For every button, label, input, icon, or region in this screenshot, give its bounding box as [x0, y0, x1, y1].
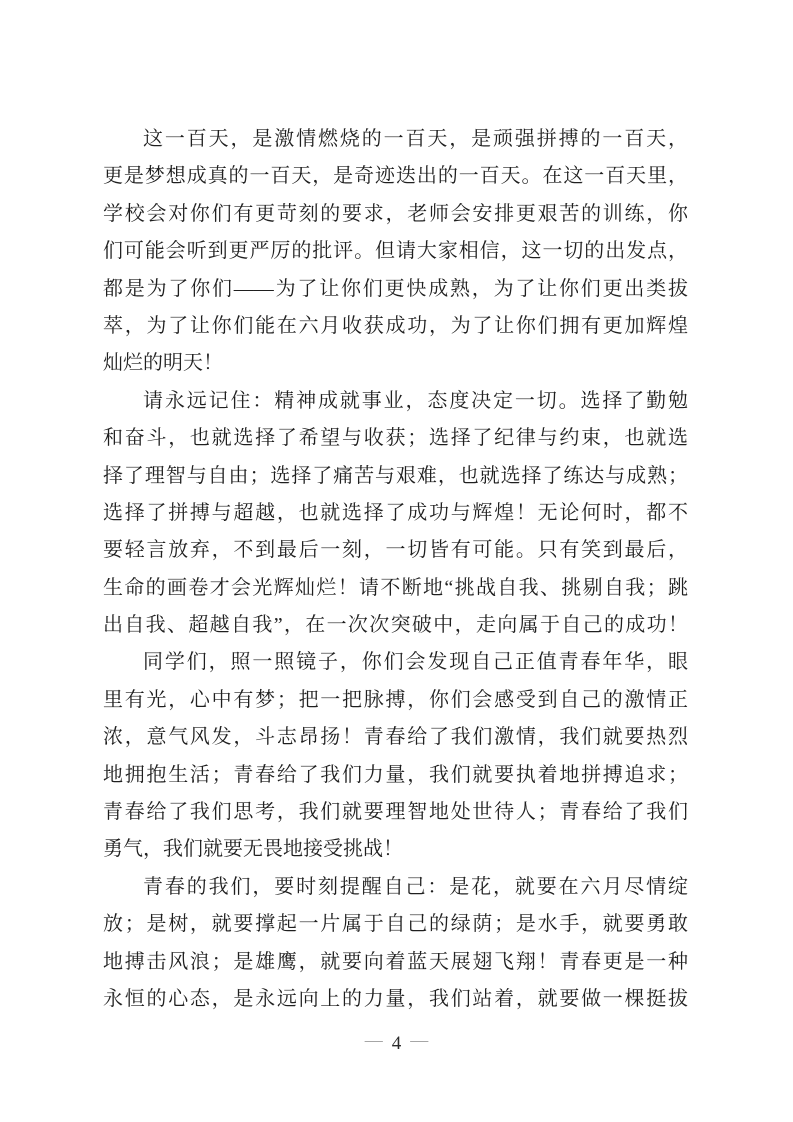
text-line: 选择了拼搏与超越，也就选择了成功与辉煌！无论何时，都不 [103, 501, 688, 524]
paragraph [103, 383, 688, 645]
text-line: 永恒的心态，是永远向上的力量，我们站着，就要做一棵挺拔 [103, 987, 688, 1010]
text-line: 更是梦想成真的一百天，是奇迹迭出的一百天。在这一百天里， [103, 165, 688, 188]
text-line: 灿烂的明天！ [103, 352, 223, 375]
text-line: 择了理智与自由；选择了痛苦与艰难，也就选择了练达与成熟； [103, 464, 688, 487]
text-line: 出自我、超越自我”，在一次次突破中，走向属于自己的成功！ [103, 614, 688, 637]
text-line: 里有光，心中有梦；把一把脉搏，你们会感受到自己的激情正 [103, 688, 688, 711]
text-line: 这一百天，是激情燃烧的一百天，是顽强拼搏的一百天， [143, 128, 688, 150]
text-line: 勇气，我们就要无畏地接受挑战！ [103, 838, 403, 861]
text-line: 要轻言放弃，不到最后一刻，一切皆有可能。只有笑到最后， [103, 539, 688, 562]
text-line: 都是为了你们——为了让你们更快成熟，为了让你们更出类拔 [103, 277, 688, 300]
text-line: 放；是树，就要撑起一片属于自己的绿荫；是水手，就要勇敢 [103, 913, 688, 936]
text-line: 青春给了我们思考，我们就要理智地处世待人；青春给了我们 [103, 801, 688, 824]
text-line: 们可能会听到更严厉的批评。但请大家相信，这一切的出发点， [103, 240, 688, 263]
text-line: 请永远记住：精神成就事业，态度决定一切。选择了勤勉 [143, 389, 688, 412]
footer-dash-right: — [410, 1030, 429, 1050]
text-line: 同学们，照一照镜子，你们会发现自己正值青春年华，眼 [143, 651, 688, 674]
text-line: 地搏击风浪；是雄鹰，就要向着蓝天展翅飞翔！青春更是一种 [103, 950, 688, 973]
text-line: 和奋斗，也就选择了希望与收获；选择了纪律与约束，也就选 [103, 427, 688, 450]
text-line: 学校会对你们有更苛刻的要求，老师会安排更艰苦的训练，你 [103, 202, 688, 225]
text-line: 生命的画卷才会光辉灿烂！请不断地“挑战自我、挑剔自我；跳 [103, 576, 688, 599]
paragraph [103, 121, 688, 383]
text-line: 浓，意气风发，斗志昂扬！青春给了我们激情，我们就要热烈 [103, 726, 688, 749]
paragraph [103, 644, 688, 868]
document-body [103, 121, 688, 1018]
text-line: 地拥抱生活；青春给了我们力量，我们就要执着地拼搏追求； [103, 763, 688, 786]
paragraph [103, 869, 688, 1019]
page-number: 4 [391, 1033, 402, 1054]
text-line: 萃，为了让你们能在六月收获成功，为了让你们拥有更加辉煌 [103, 314, 688, 337]
page-footer [0, 1030, 793, 1055]
footer-dash-left: — [364, 1030, 383, 1050]
text-line: 青春的我们，要时刻提醒自己：是花，就要在六月尽情绽 [143, 875, 688, 898]
